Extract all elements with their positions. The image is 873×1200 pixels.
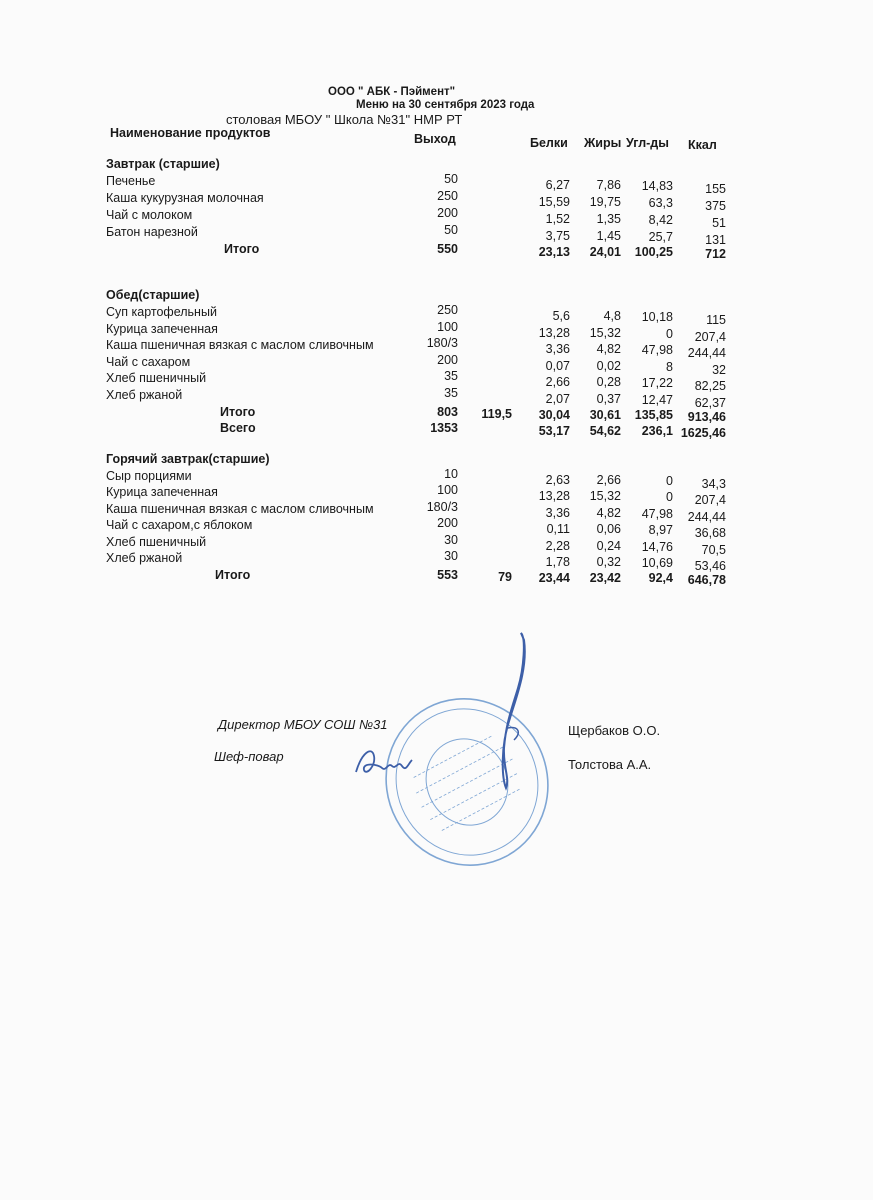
menu-date: Меню на 30 сентября 2023 года [356, 99, 535, 111]
item-name: Хлеб пшеничный [106, 371, 207, 386]
item-output: 250 [437, 303, 458, 317]
item-name: Суп картофельный [106, 305, 217, 319]
total-row-output: 553 [437, 568, 458, 582]
item-name: Курица запеченная [106, 321, 218, 336]
item-carbs: 8 [666, 359, 673, 374]
grand-total-row-carbs: 236,1 [641, 424, 673, 438]
item-fat: 0,24 [596, 538, 621, 553]
item-protein: 2,63 [545, 473, 570, 487]
item-kcal: 82,25 [694, 379, 726, 394]
item-kcal: 244,44 [687, 346, 726, 361]
item-output: 250 [437, 189, 458, 203]
item-protein: 2,07 [545, 392, 570, 406]
item-output: 10 [444, 467, 458, 481]
total-row-protein: 23,13 [538, 245, 570, 259]
company-name: ООО " АБК - Пэймент" [328, 86, 456, 98]
item-kcal: 51 [712, 216, 726, 230]
item-fat: 4,82 [596, 342, 621, 357]
item-fat: 19,75 [589, 195, 621, 209]
item-protein: 1,52 [545, 212, 570, 226]
chef-signature-icon [352, 742, 414, 782]
total-row-protein: 30,04 [538, 408, 570, 422]
col-protein-header: Белки [530, 136, 568, 150]
item-name: Батон нарезной [106, 225, 198, 239]
item-name: Печенье [106, 174, 156, 188]
item-output: 50 [444, 223, 458, 237]
item-protein: 0,07 [545, 358, 570, 373]
item-carbs: 0 [666, 490, 673, 505]
item-kcal: 34,3 [701, 477, 726, 491]
item-output: 50 [444, 172, 458, 186]
item-name: Хлеб ржаной [106, 388, 183, 402]
col-carbs-header: Угл-ды [626, 136, 669, 150]
item-fat: 1,35 [596, 212, 621, 226]
total-row-price: 119,5 [481, 407, 512, 421]
item-fat: 4,8 [603, 309, 621, 323]
item-fat: 2,66 [596, 473, 621, 487]
col-kcal-header: Ккал [688, 138, 717, 152]
item-output: 200 [437, 206, 458, 220]
item-protein: 13,28 [538, 489, 570, 504]
total-row-carbs: 100,25 [634, 245, 673, 259]
total-row-carbs: 135,85 [634, 408, 673, 422]
item-output: 200 [437, 352, 458, 367]
grand-total-row-label: Всего [220, 421, 256, 435]
item-protein: 6,27 [545, 178, 570, 192]
item-name: Чай с сахаром,с яблоком [106, 518, 253, 533]
item-protein: 3,75 [545, 229, 570, 243]
item-protein: 3,36 [545, 505, 570, 520]
grand-total-row-kcal: 1625,46 [680, 426, 726, 440]
director-label: Директор МБОУ СОШ №31 [218, 717, 388, 732]
chef-label: Шеф-повар [214, 749, 284, 764]
item-name: Хлеб пшеничный [106, 534, 207, 549]
item-carbs: 14,83 [641, 179, 673, 193]
total-row-carbs: 92,4 [648, 571, 673, 585]
item-name: Каша кукурузная молочная [106, 191, 264, 205]
col-output-header: Выход [414, 132, 456, 146]
item-carbs: 8,97 [648, 523, 673, 538]
item-protein: 13,28 [538, 325, 570, 340]
item-kcal: 53,46 [694, 559, 726, 573]
item-carbs: 0 [666, 474, 673, 488]
item-output: 30 [444, 532, 458, 547]
item-carbs: 17,22 [641, 376, 673, 391]
item-fat: 15,32 [589, 489, 621, 504]
item-protein: 1,78 [545, 555, 570, 569]
director-name: Щербаков О.О. [568, 723, 661, 738]
item-output: 200 [437, 516, 458, 531]
item-kcal: 375 [705, 199, 726, 213]
item-protein: 15,59 [538, 195, 570, 209]
total-row-kcal: 712 [705, 247, 726, 261]
item-kcal: 207,4 [694, 493, 726, 508]
item-protein: 3,36 [545, 342, 570, 357]
item-kcal: 36,68 [694, 526, 726, 541]
item-output: 180/3 [426, 499, 458, 514]
item-kcal: 244,44 [687, 509, 726, 524]
item-carbs: 12,47 [641, 393, 673, 407]
item-output: 35 [444, 386, 458, 400]
item-fat: 4,82 [596, 505, 621, 520]
item-kcal: 155 [705, 182, 726, 196]
item-name: Курица запеченная [106, 485, 218, 500]
item-kcal: 70,5 [701, 542, 726, 557]
item-protein: 5,6 [552, 309, 570, 323]
total-row-label: Итого [224, 242, 260, 256]
item-name: Каша пшеничная вязкая с маслом сливочным [106, 501, 374, 516]
item-protein: 2,66 [545, 375, 570, 390]
grand-total-row-protein: 53,17 [538, 424, 570, 438]
total-row-fat: 30,61 [589, 408, 621, 422]
col-fat-header: Жиры [584, 136, 622, 150]
item-protein: 2,28 [545, 538, 570, 553]
total-row-kcal: 646,78 [687, 573, 726, 587]
item-kcal: 131 [705, 233, 726, 247]
item-name: Чай с сахаром [106, 354, 191, 369]
canteen-name: столовая МБОУ " Школа №31" НМР РТ [226, 112, 463, 127]
grand-total-row-output: 1353 [430, 421, 458, 435]
total-row-label: Итого [220, 405, 256, 419]
item-fat: 0,28 [596, 375, 621, 390]
item-name: Чай с молоком [106, 208, 193, 222]
total-row-output: 803 [437, 405, 458, 419]
total-row-kcal: 913,46 [687, 410, 726, 424]
total-row-label: Итого [215, 568, 251, 582]
total-row-protein: 23,44 [538, 571, 570, 585]
item-name: Сыр порциями [106, 469, 192, 483]
item-carbs: 25,7 [648, 230, 673, 244]
item-protein: 0,11 [546, 522, 570, 537]
total-row-price: 79 [498, 570, 512, 584]
item-output: 180/3 [426, 336, 458, 351]
item-fat: 1,45 [596, 229, 621, 243]
grand-total-row-fat: 54,62 [589, 424, 621, 438]
item-kcal: 207,4 [694, 329, 726, 344]
item-fat: 0,02 [596, 358, 621, 373]
total-row-fat: 23,42 [589, 571, 621, 585]
director-signature-icon [488, 628, 538, 798]
item-carbs: 47,98 [641, 506, 673, 521]
total-row-output: 550 [437, 242, 458, 256]
item-carbs: 10,18 [641, 310, 673, 324]
item-fat: 0,06 [596, 522, 621, 537]
item-fat: 7,86 [596, 178, 621, 192]
item-fat: 0,37 [596, 392, 621, 406]
item-carbs: 8,42 [648, 213, 673, 227]
item-carbs: 47,98 [641, 343, 673, 358]
item-carbs: 63,3 [648, 196, 673, 210]
item-kcal: 32 [712, 362, 726, 377]
col-name-header: Наименование продуктов [110, 126, 271, 140]
item-fat: 0,32 [596, 555, 621, 569]
item-kcal: 115 [706, 313, 726, 327]
section-title-hot-breakfast: Горячий завтрак(старшие) [106, 452, 270, 466]
item-name: Каша пшеничная вязкая с маслом сливочным [106, 338, 374, 353]
item-carbs: 0 [666, 326, 673, 341]
chef-name: Толстова А.А. [568, 757, 652, 772]
item-kcal: 62,37 [694, 396, 726, 410]
item-output: 30 [444, 549, 458, 563]
item-output: 100 [437, 483, 458, 498]
item-output: 35 [444, 369, 458, 384]
item-carbs: 10,69 [641, 556, 673, 570]
item-carbs: 14,76 [641, 539, 673, 554]
total-row-fat: 24,01 [589, 245, 621, 259]
section-title-breakfast: Завтрак (старшие) [106, 157, 220, 171]
item-output: 100 [437, 319, 458, 334]
item-name: Хлеб ржаной [106, 551, 183, 565]
item-fat: 15,32 [589, 325, 621, 340]
section-title-lunch: Обед(старшие) [106, 288, 200, 302]
